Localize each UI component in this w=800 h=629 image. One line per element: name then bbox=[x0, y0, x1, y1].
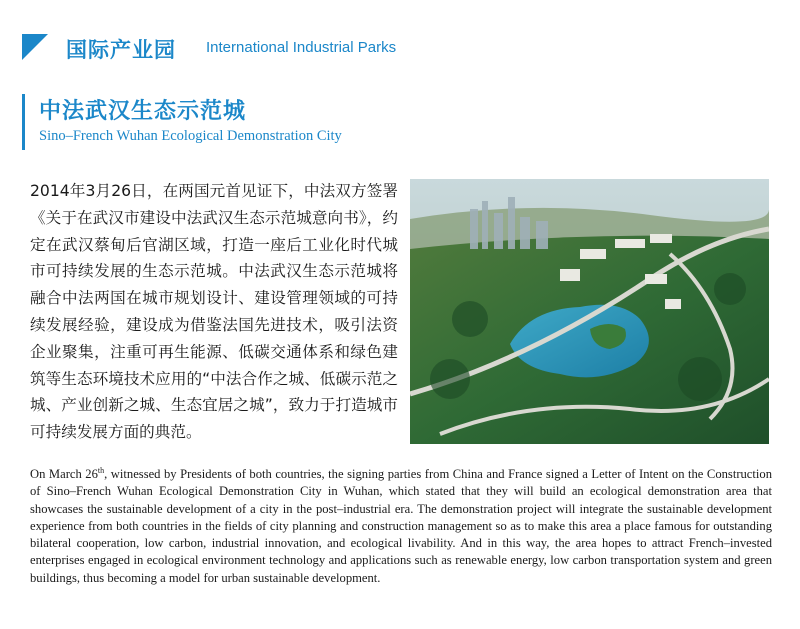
section-triangle-icon bbox=[22, 34, 48, 60]
article-title-zh: 中法武汉生态示范城 bbox=[39, 99, 247, 124]
body-en-rest: , witnessed by Presidents of both countries, the signing parties from China and France signed a Letter of Intent on the Construction of Sino–French Wuhan Ecological Demonstration City in Wuhan, which stated that they will build an ecological demonstration area that showcases the sustainable development of a city in the post–industrial era. The demonstration project will integrate the sustainable development experience from both countries in the fields of city planning and construction management so as to make this area a place famous for outstanding bilateral cooperation, low carbon, industrial innovation, and ecological livability. And in this way, the area hopes to attract French–invested enterprises engaged in ecological environment technology and applications such as renewable energy, low carbon transportation system and green buildings, thus becoming a model for urban sustainable development. bbox=[30, 467, 772, 585]
aerial-city-image bbox=[410, 179, 769, 444]
body-en-prefix: On March 26 bbox=[30, 467, 98, 481]
title-accent-bar bbox=[22, 94, 25, 150]
section-title-zh: 国际产业园 bbox=[66, 38, 176, 62]
article-body-en bbox=[30, 466, 772, 587]
article-body-zh: 2014年3月26日，在两国元首见证下，中法双方签署《关于在武汉市建设中法武汉生态示范城意向书》，约定在武汉蔡甸后官湖区域，打造一座后工业化时代城市可持续发展的生态示范城。中法武汉生态示范城将融合中法两国在城市规划设计、建设管理领域的可持续发展经验，建设成为借鉴法国先进技术，吸引法资企业聚集，注重可再生能源、低碳交通体系和绿色建筑等生态环境技术应用的“中法合作之城、低碳示范之城、产业创新之城、生态宜居之城”，致力于打造城市可持续发展方面的典范。 bbox=[30, 182, 398, 442]
section-title-en: International Industrial Parks bbox=[206, 39, 397, 56]
section-header bbox=[22, 34, 782, 64]
ordinal-suffix: th bbox=[97, 465, 105, 475]
article-title-en: Sino–French Wuhan Ecological Demonstration City bbox=[39, 128, 342, 144]
